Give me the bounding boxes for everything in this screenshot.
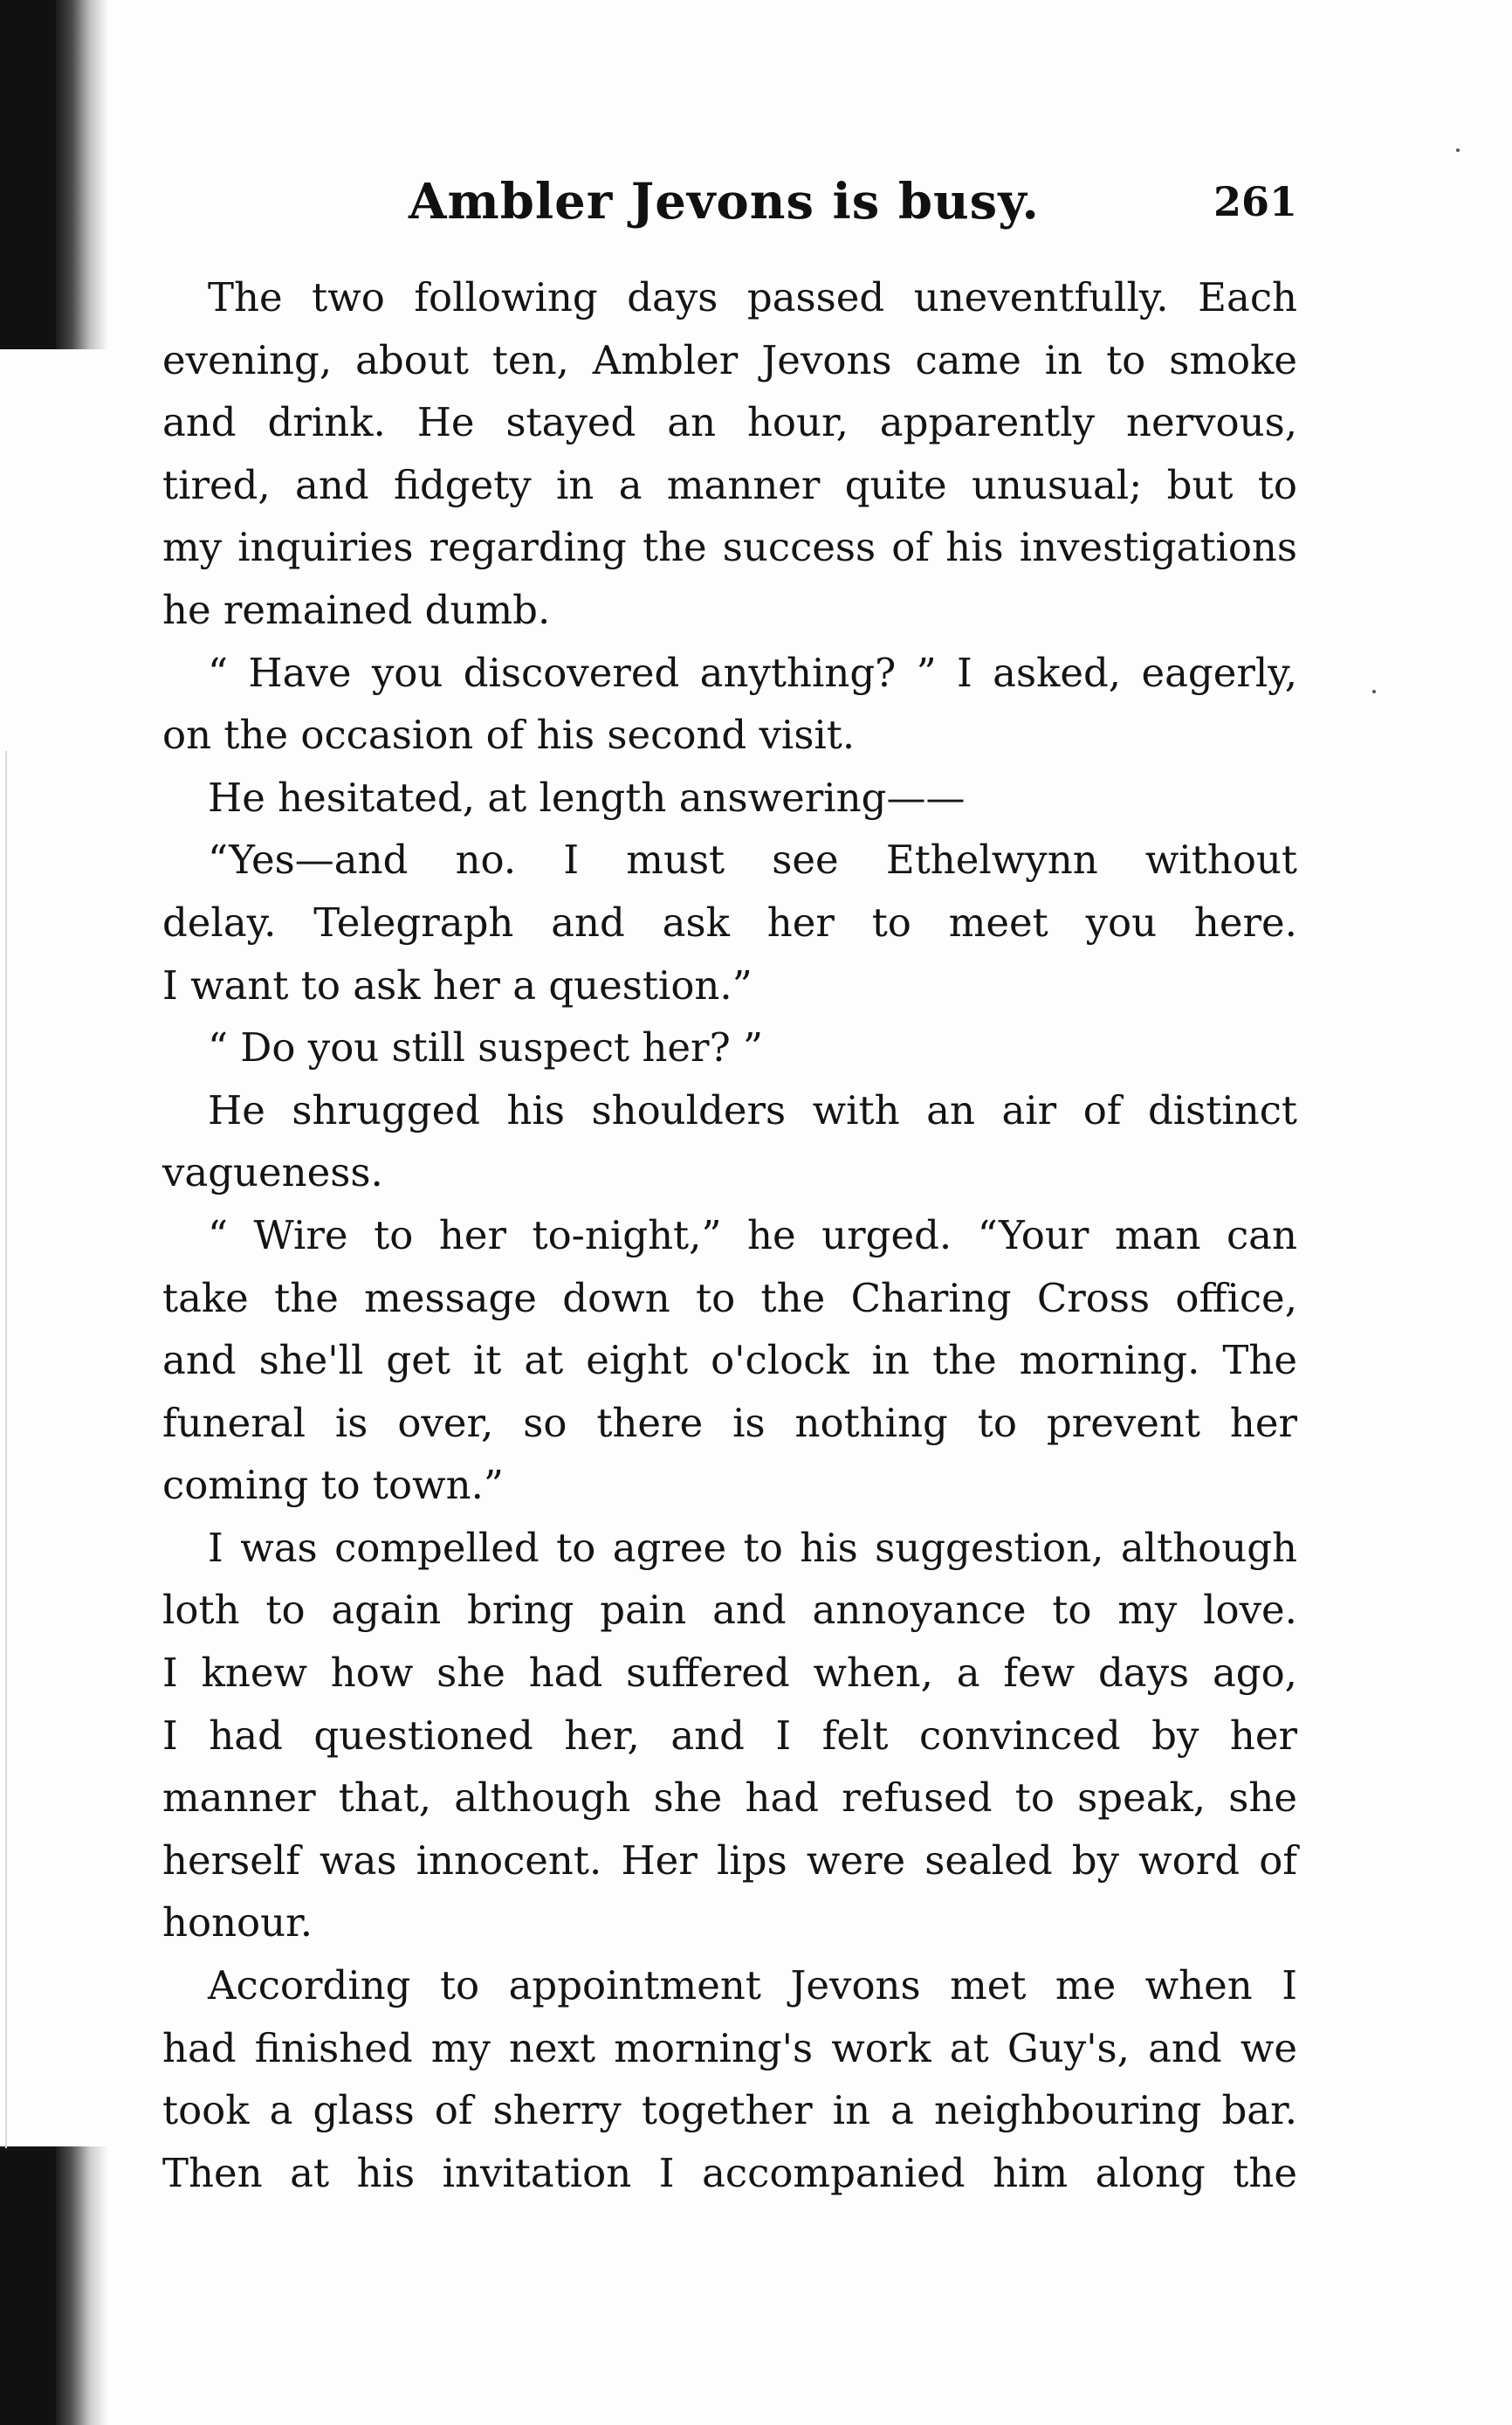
text-line: Then at his invitation I accompanied him along the <box>162 2149 1297 2196</box>
running-head <box>162 171 1297 232</box>
text-line: I was compelled to agree to his suggestion, although <box>208 1524 1297 1571</box>
binding-shadow-top <box>0 0 56 349</box>
text-line: evening, about ten, Ambler Jevons came in to smoke <box>162 336 1297 383</box>
text-line: “ Have you discovered anything? ” I asked, eagerly, <box>208 649 1297 696</box>
text-line: He shrugged his shoulders with an air of distinct <box>208 1086 1297 1133</box>
scan-speck <box>1456 148 1460 152</box>
text-line: According to appointment Jevons met me when I <box>208 1962 1297 2009</box>
text-line: The two following days passed uneventfully. Each <box>208 274 1297 320</box>
binding-edge-line <box>5 751 7 2148</box>
text-line: coming to town.” <box>162 1462 504 1509</box>
text-line: manner that, although she had refused to speak, she <box>162 1774 1297 1822</box>
scan-speck <box>1372 690 1376 693</box>
text-line: “ Do you still suspect her? ” <box>208 1024 763 1071</box>
text-line: honour. <box>162 1899 313 1946</box>
text-line: herself was innocent. Her lips were sealed by word of <box>162 1836 1297 1884</box>
text-line: funeral is over, so there is nothing to prevent her <box>162 1399 1297 1446</box>
text-line: delay. Telegraph and ask her to meet you here. <box>162 899 1297 946</box>
text-line: loth to again bring pain and annoyance to my love. <box>162 1587 1297 1634</box>
text-line: had finished my next morning's work at Guy's, and we <box>162 2024 1297 2071</box>
text-line: I knew how she had suffered when, a few days ago, <box>162 1650 1297 1697</box>
text-line: took a glass of sherry together in a neighbouring bar. <box>162 2087 1297 2134</box>
running-title: Ambler Jevons is busy. <box>409 173 1040 231</box>
text-line: take the message down to the Charing Cross office, <box>162 1274 1297 1321</box>
binding-fringe-bottom <box>56 2146 108 2425</box>
page-number: 261 <box>1213 178 1297 225</box>
text-line: “ Wire to her to-night,” he urged. “Your man can <box>208 1211 1297 1258</box>
text-line: I want to ask her a question.” <box>162 961 753 1009</box>
text-line: and she'll get it at eight o'clock in the morning. The <box>162 1337 1297 1384</box>
text-line: tired, and fidgety in a manner quite unusual; but to <box>162 461 1297 508</box>
text-line: I had questioned her, and I felt convinced by her <box>162 1712 1297 1759</box>
text-line: “Yes—and no. I must see Ethelwynn without <box>208 837 1297 884</box>
text-line: and drink. He stayed an hour, apparently nervous, <box>162 399 1297 446</box>
body-text <box>162 266 1297 2204</box>
binding-fringe-top <box>56 0 108 349</box>
text-line: he remained dumb. <box>162 586 551 633</box>
text-line: vagueness. <box>162 1149 383 1196</box>
text-line: on the occasion of his second visit. <box>162 712 856 759</box>
text-line: my inquiries regarding the success of his investigations <box>162 524 1297 571</box>
text-line: He hesitated, at length answering—— <box>208 774 966 821</box>
binding-shadow-bottom <box>0 2146 56 2425</box>
